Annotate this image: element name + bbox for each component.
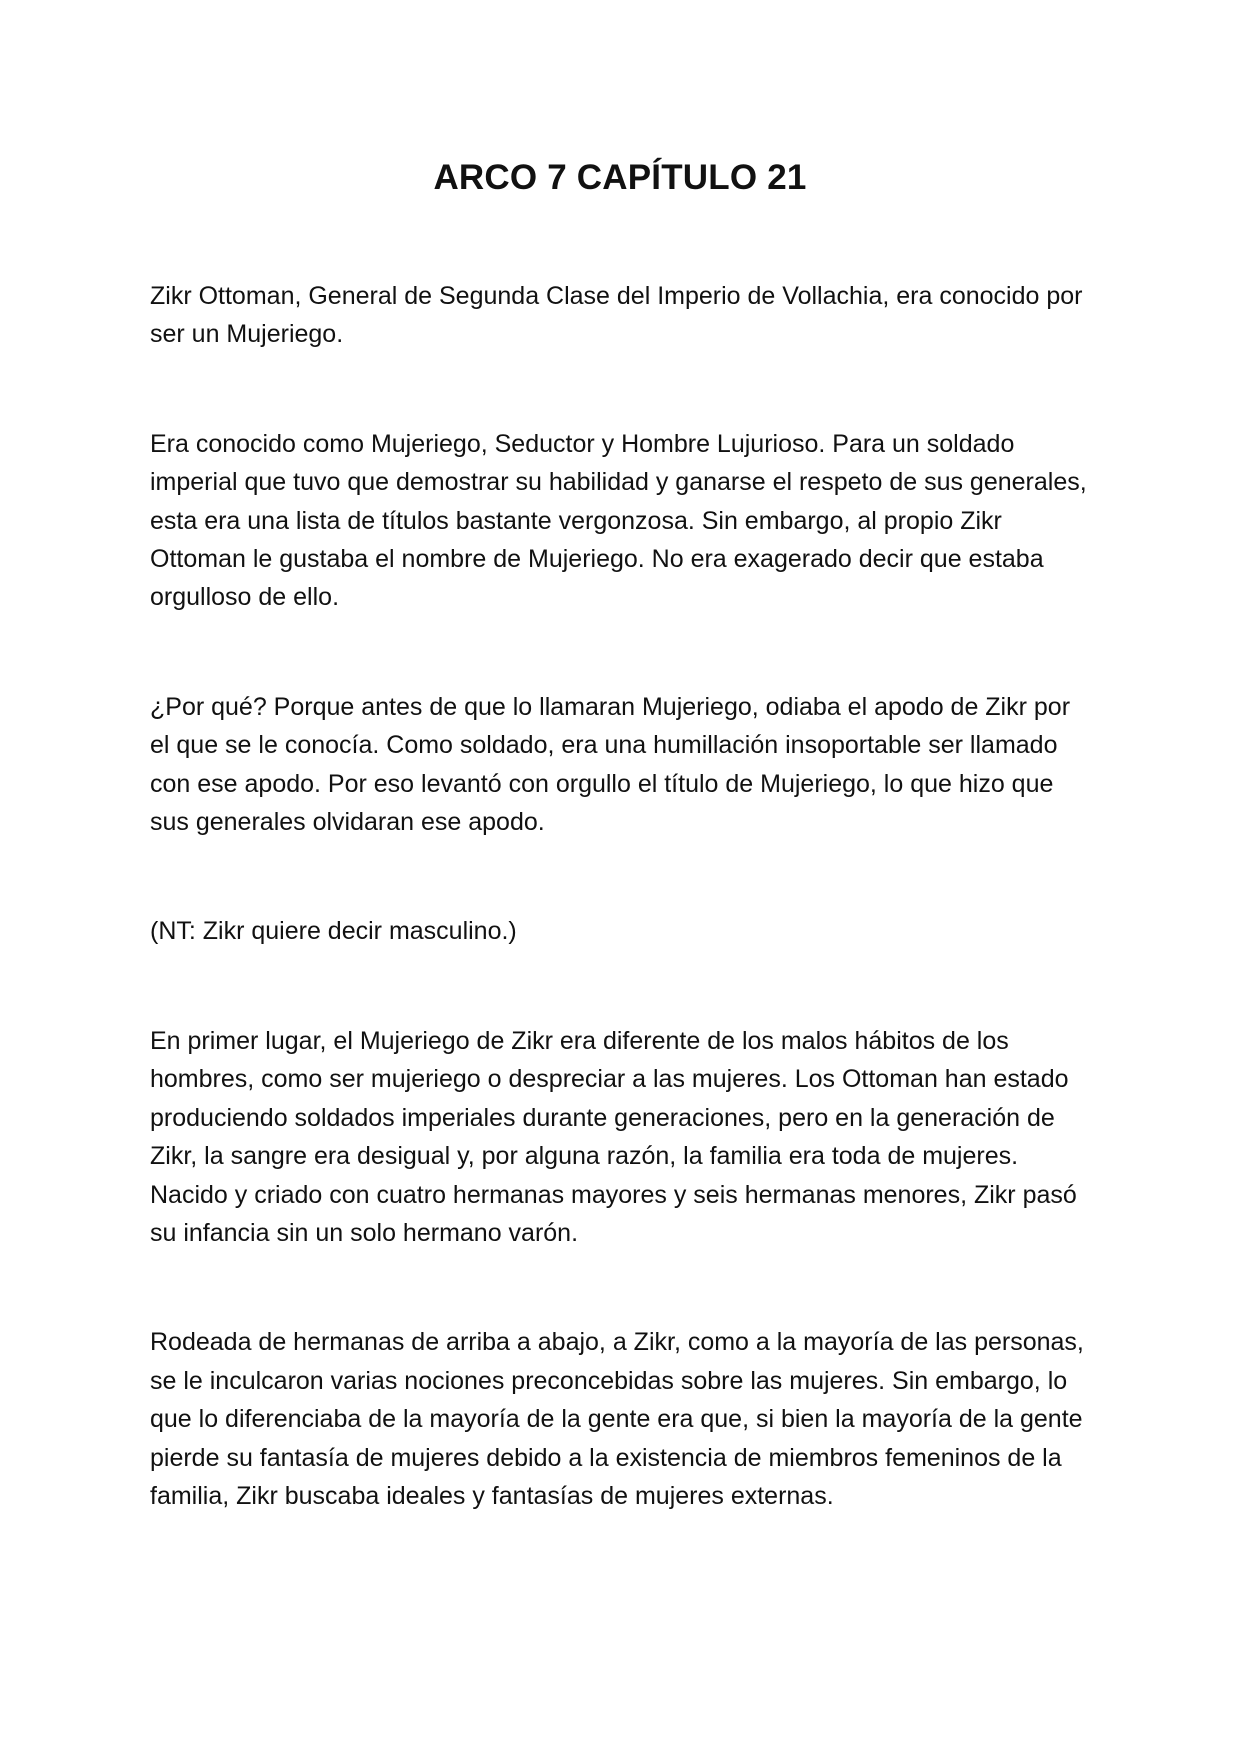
paragraph-2: Era conocido como Mujeriego, Seductor y Hombre Lujurioso. Para un soldado imperial que tuvo que demostrar su habilidad y ganarse el respeto de sus generales, esta era una lista de títulos bastante vergonzosa. Sin embargo, al propio Zikr Ottoman le gustaba el nombre de Mujeriego. No era exagerado decir que estaba orgulloso de ello. bbox=[150, 429, 1087, 612]
paragraph-5: En primer lugar, el Mujeriego de Zikr era diferente de los malos hábitos de los hombres, como ser mujeriego o despreciar a las mujeres. Los Ottoman han estado produciendo soldados imperiales durante generaciones, pero en la generación de Zikr, la sangre era desigual y, por alguna razón, la familia era toda de mujeres. Nacido y criado con cuatro hermanas mayores y seis hermanas menores, Zikr pasó su infancia sin un solo hermano varón. bbox=[150, 1026, 1077, 1247]
translator-note: (NT: Zikr quiere decir masculino.) bbox=[150, 917, 517, 946]
chapter-title: ARCO 7 CAPÍTULO 21 bbox=[433, 158, 807, 197]
paragraph-3: ¿Por qué? Porque antes de que lo llamaran Mujeriego, odiaba el apodo de Zikr por el que se le conocía. Como soldado, era una humillación insoportable ser llamado con ese apodo. Por eso levantó con orgullo el título de Mujeriego, lo que hizo que sus generales olvidaran ese apodo. bbox=[150, 692, 1071, 837]
chapter-body bbox=[150, 277, 1090, 1515]
paragraph-6: Rodeada de hermanas de arriba a abajo, a Zikr, como a la mayoría de las personas, se le inculcaron varias nociones preconcebidas sobre las mujeres. Sin embargo, lo que lo diferenciaba de la mayoría de la gente era que, si bien la mayoría de la gente pierde su fantasía de mujeres debido a la existencia de miembros femeninos de la familia, Zikr buscaba ideales y fantasías de mujeres externas. bbox=[150, 1328, 1084, 1510]
paragraph-1: Zikr Ottoman, General de Segunda Clase del Imperio de Vollachia, era conocido por ser un Mujeriego. bbox=[150, 282, 1083, 349]
